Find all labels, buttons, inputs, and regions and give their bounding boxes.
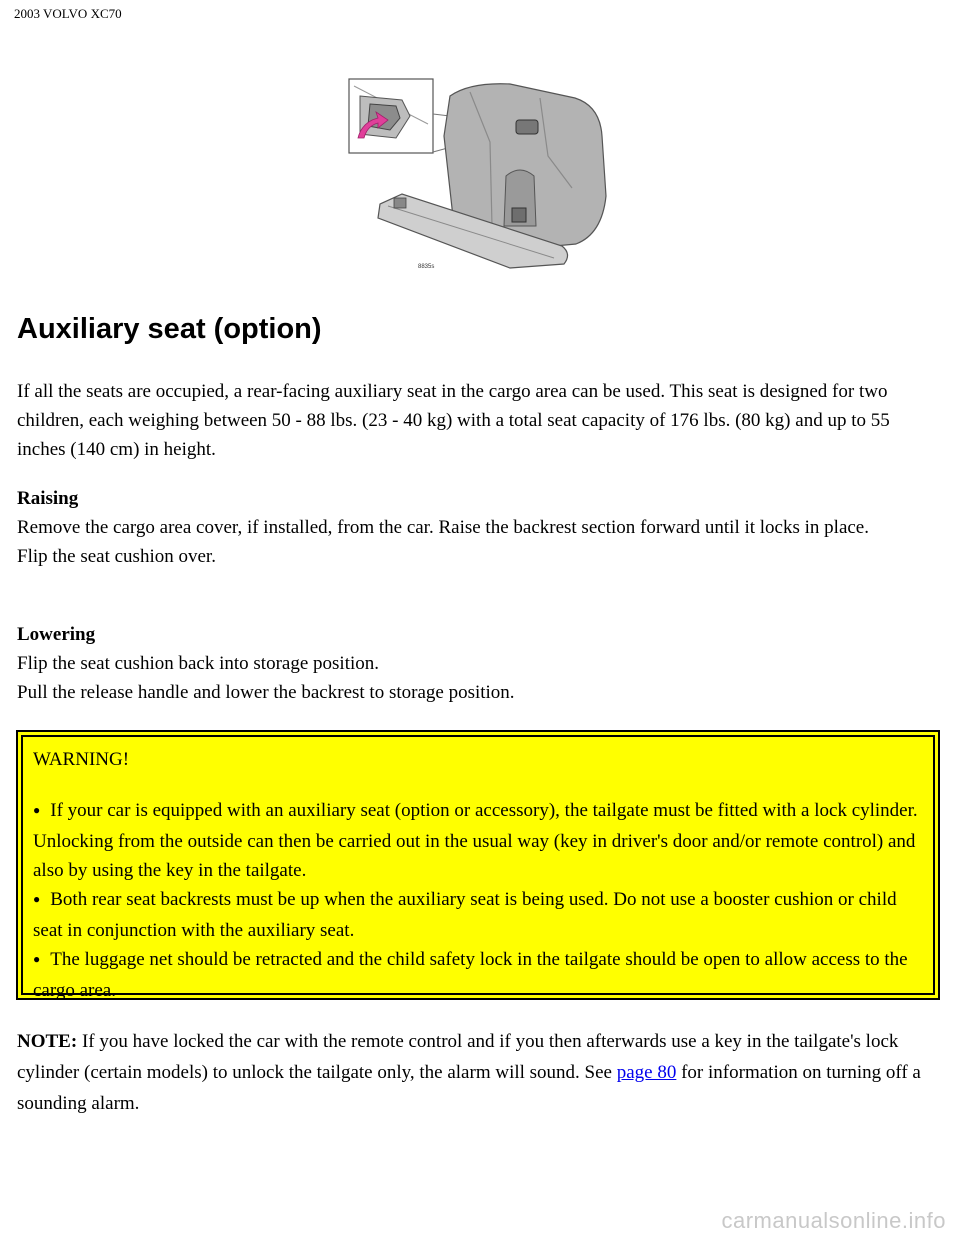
warning-box (16, 730, 940, 1000)
seat-diagram (340, 76, 610, 272)
warning-item: ● Both rear seat backrests must be up when the auxiliary seat is being used. Do not use a booster cushion or child seat in conjunction with the auxiliary seat. (33, 889, 897, 941)
lowering-heading: Lowering (17, 624, 96, 645)
warning-item: ● The luggage net should be retracted and the child safety lock in the tailgate should be open to allow access to the cargo area. (33, 949, 908, 1001)
section-title: Auxiliary seat (option) (17, 313, 322, 345)
bullet-icon: ● (33, 952, 41, 966)
raising-step-2: Flip the seat cushion over. (17, 546, 216, 567)
note-text-end: for information on turning off a sounding alarm. (17, 1062, 921, 1114)
figure-code: 8835s (418, 264, 435, 270)
warning-item: ● If your car is equipped with an auxiliary seat (option or accessory), the tailgate must be fitted with a lock cylinder. Unlocking from the outside can then be carried out in the usual way (key in driver's door and/or remote control) and also by using the key in the tailgate. (33, 800, 918, 881)
lowering-step-1: Flip the seat cushion back into storage position. (17, 653, 380, 674)
bullet-icon: ● (33, 803, 41, 817)
bullet-icon: ● (33, 892, 41, 906)
intro-paragraph: If all the seats are occupied, a rear-facing auxiliary seat in the cargo area can be used. This seat is designed for two children, each weighing between 50 - 88 lbs. (23 - 40 kg) with a total seat capacity of 176 lbs. (80 kg) and up to 55 inches (140 cm) in height. (17, 381, 890, 460)
note-paragraph (17, 1026, 937, 1119)
note-label: NOTE: (17, 1031, 78, 1052)
page-80-link[interactable]: page 80 (616, 1062, 677, 1083)
lowering-step-2: Pull the release handle and lower the backrest to storage position. (17, 682, 515, 703)
raising-heading: Raising (17, 488, 79, 509)
warning-box-inner (21, 735, 935, 1001)
watermark: carmanualsonline.info (721, 1208, 946, 1233)
release-handle (516, 120, 538, 134)
document-header: 2003 VOLVO XC70 (14, 6, 122, 21)
note-text: If you have locked the car with the remote control and if you then afterwards use a key in the tailgate's lock cylinder (certain models) to unlock the tailgate only, the alarm will sound. See (17, 1031, 899, 1083)
auxiliary-seat-illustration (340, 76, 610, 272)
warning-list (33, 796, 927, 1005)
warning-title: WARNING! (33, 749, 130, 770)
raising-section (17, 484, 937, 571)
raising-step-1: Remove the cargo area cover, if installed, from the car. Raise the backrest section forward until it locks in place. (17, 517, 869, 538)
lowering-section (17, 620, 937, 707)
